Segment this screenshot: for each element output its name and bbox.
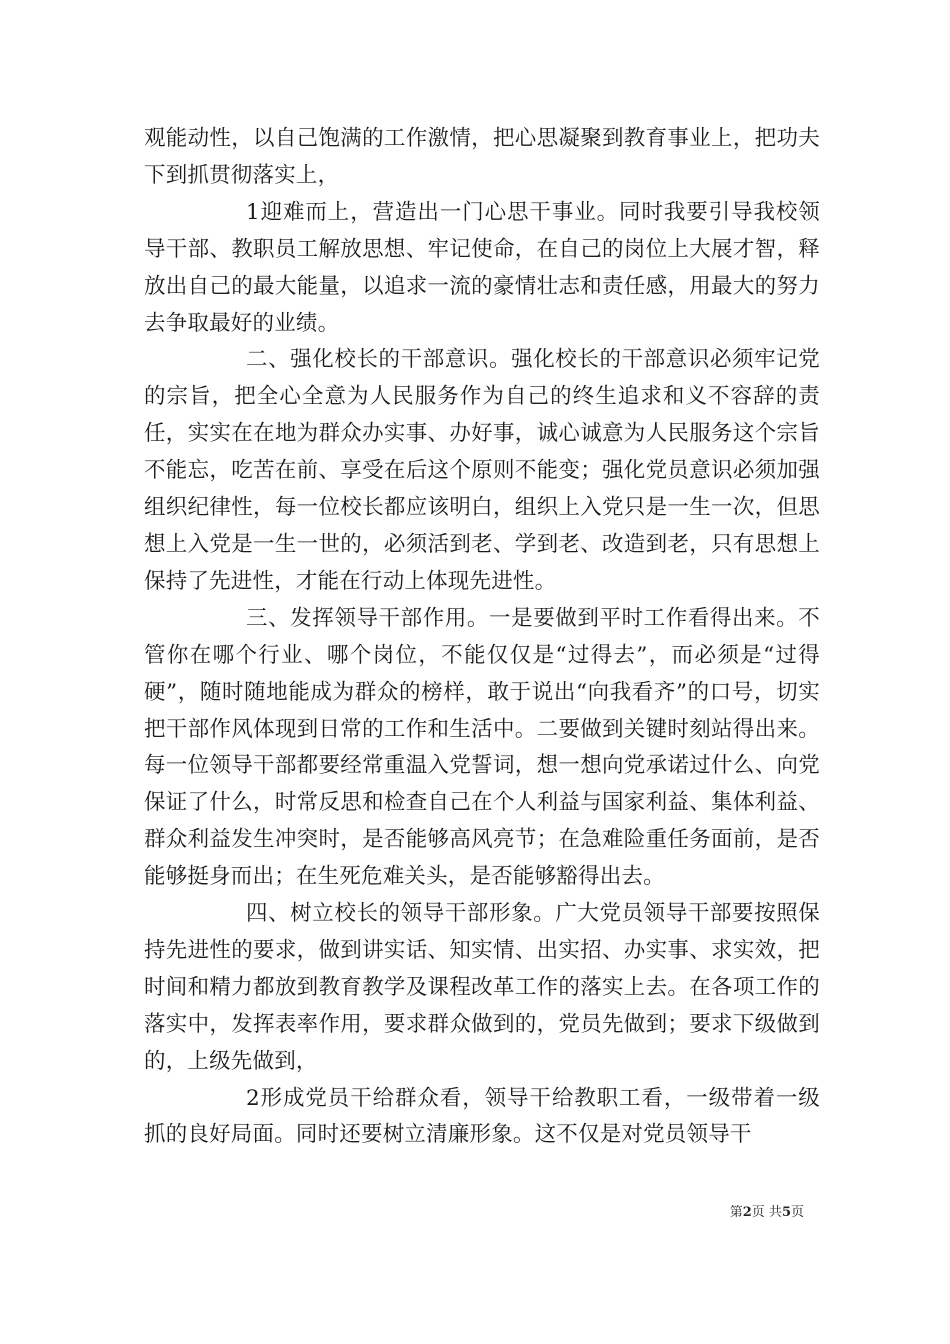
page-number-footer — [730, 1205, 804, 1221]
paragraph-2: 2形成党员干给群众看，领导干给教职工看，一级带着一级抓的良好局面。同时还要树立清廉形象。这不仅是对党员领导干 — [144, 1085, 820, 1148]
paragraph-section-4: 四、树立校长的领导干部形象。广大党员领导干部要按照保持先进性的要求，做到讲实话、知实情、出实招、办实事、求实效，把时间和精力都放到教育教学及课程改革工作的落实上去。在各项工作的落实中，发挥表率作用，要求群众做到的，党员先做到；要求下级做到的，上级先做到， — [144, 901, 820, 1074]
paragraph-section-2: 二、强化校长的干部意识。强化校长的干部意识必须牢记党的宗旨，把全心全意为人民服务作为自己的终生追求和义不容辞的责任，实实在在地为群众办实事、办好事，诚心诚意为人民服务这个宗旨不能忘，吃苦在前、享受在后这个原则不能变；强化党员意识必须加强组织纪律性，每一位校长都应该明白，组织上入党只是一生一次，但思想上入党是一生一世的，必须活到老、学到老、改造到老，只有思想上保持了先进性，才能在行动上体现先进性。 — [144, 347, 820, 594]
footer-suffix: 页 — [790, 1205, 804, 1220]
document-body — [144, 121, 820, 1154]
paragraph-section-3: 三、发挥领导干部作用。一是要做到平时工作看得出来。不管你在哪个行业、哪个岗位，不能仅仅是“过得去”，而必须是“过得硬”，随时随地能成为群众的榜样，敢于说出“向我看齐”的口号，切实把干部作风体现到日常的工作和生活中。二要做到关键时刻站得出来。每一位领导干部都要经常重温入党誓词，想一想向党承诺过什么、向党保证了什么，时常反思和检查自己在个人利益与国家利益、集体利益、群众利益发生冲突时，是否能够高风亮节；在急难险重任务面前，是否能够挺身而出；在生死危难关头，是否能够豁得出去。 — [144, 605, 820, 890]
footer-middle: 页 共 — [751, 1205, 782, 1220]
total-page-number: 5 — [781, 1205, 791, 1220]
paragraph-1: 1迎难而上，营造出一门心思干事业。同时我要引导我校领导干部、教职员工解放思想、牢记使命，在自己的岗位上大展才智，释放出自己的最大能量，以追求一流的豪情壮志和责任感，用最大的努力去争取最好的业绩。 — [144, 199, 820, 336]
paragraph-continuation: 观能动性，以自己饱满的工作激情，把心思凝聚到教育事业上，把功夫下到抓贯彻落实上， — [144, 126, 820, 188]
footer-prefix: 第 — [729, 1205, 743, 1220]
current-page-number: 2 — [742, 1205, 752, 1220]
